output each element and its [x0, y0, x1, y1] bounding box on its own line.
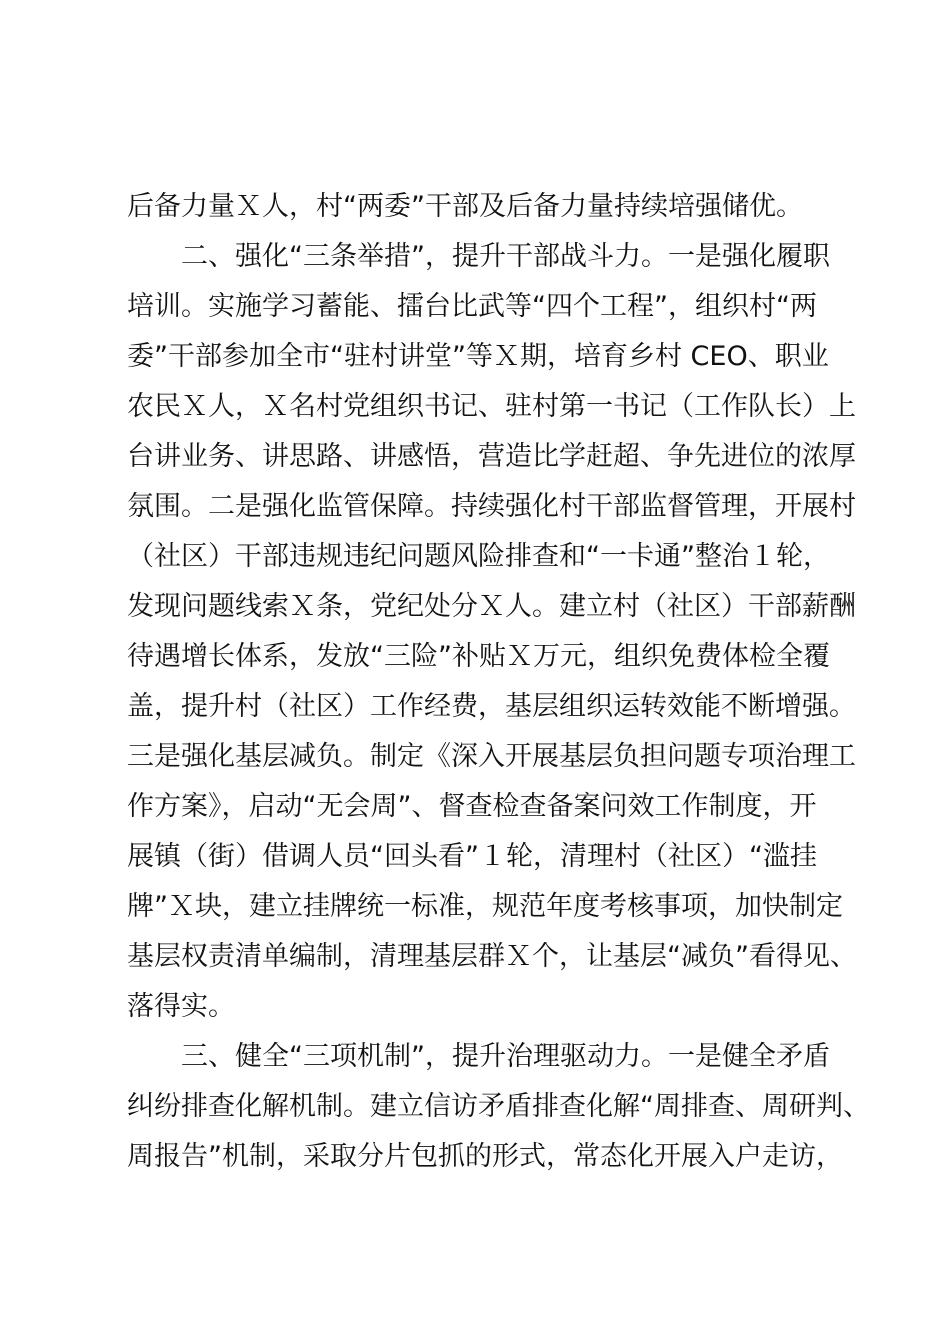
- text-line: 台讲业务、讲思路、讲感悟，营造比学赶超、争先进位的浓厚: [127, 441, 856, 472]
- text-line: 农民Ｘ人，Ｘ名村党组织书记、驻村第一书记（工作队长）上: [127, 391, 856, 422]
- text-line: 委”干部参加全市“驻村讲堂”等Ｘ期，培育乡村 CEO、职业: [127, 341, 829, 372]
- text-line: 培训。实施学习蓄能、擂台比武等“四个工程”，组织村“两: [127, 291, 817, 322]
- text-line: （社区）干部违规违纪问题风险排查和“一卡通”整治１轮，: [127, 541, 830, 572]
- text-line: 作方案》，启动“无会周”、督查检查备案问效工作制度，开: [127, 791, 817, 822]
- document-body: [127, 182, 870, 1182]
- paragraph-heading-line: 三、健全“三项机制”，提升治理驱动力。一是健全矛盾: [181, 1041, 830, 1072]
- text-line: 盖，提升村（社区）工作经费，基层组织运转效能不断增强。: [127, 691, 856, 722]
- text-line: 发现问题线索Ｘ条，党纪处分Ｘ人。建立村（社区）干部薪酬: [127, 591, 856, 622]
- text-line: 基层权责清单编制，清理基层群Ｘ个，让基层“减负”看得见、: [127, 941, 857, 972]
- text-line: 氛围。二是强化监管保障。持续强化村干部监督管理，开展村: [127, 491, 856, 522]
- text-line: 后备力量Ｘ人，村“两委”干部及后备力量持续培强储优。: [127, 191, 803, 222]
- text-line: 牌”Ｘ块，建立挂牌统一标准，规范年度考核事项，加快制定: [127, 891, 843, 922]
- text-line: 三是强化基层减负。制定《深入开展基层负担问题专项治理工: [127, 741, 856, 772]
- text-line: 落得实。: [127, 991, 235, 1022]
- text-line: 展镇（街）借调人员“回头看”１轮，清理村（社区）“滥挂: [127, 841, 817, 872]
- text-line: 待遇增长体系，发放“三险”补贴Ｘ万元，组织免费体检全覆: [127, 641, 830, 672]
- text-line: 周报告”机制，采取分片包抓的形式，常态化开展入户走访，: [127, 1141, 843, 1172]
- paragraph-heading-line: 二、强化“三条举措”，提升干部战斗力。一是强化履职: [181, 241, 830, 272]
- text-line: 纠纷排查化解机制。建立信访矛盾排查化解“周排查、周研判、: [127, 1091, 870, 1122]
